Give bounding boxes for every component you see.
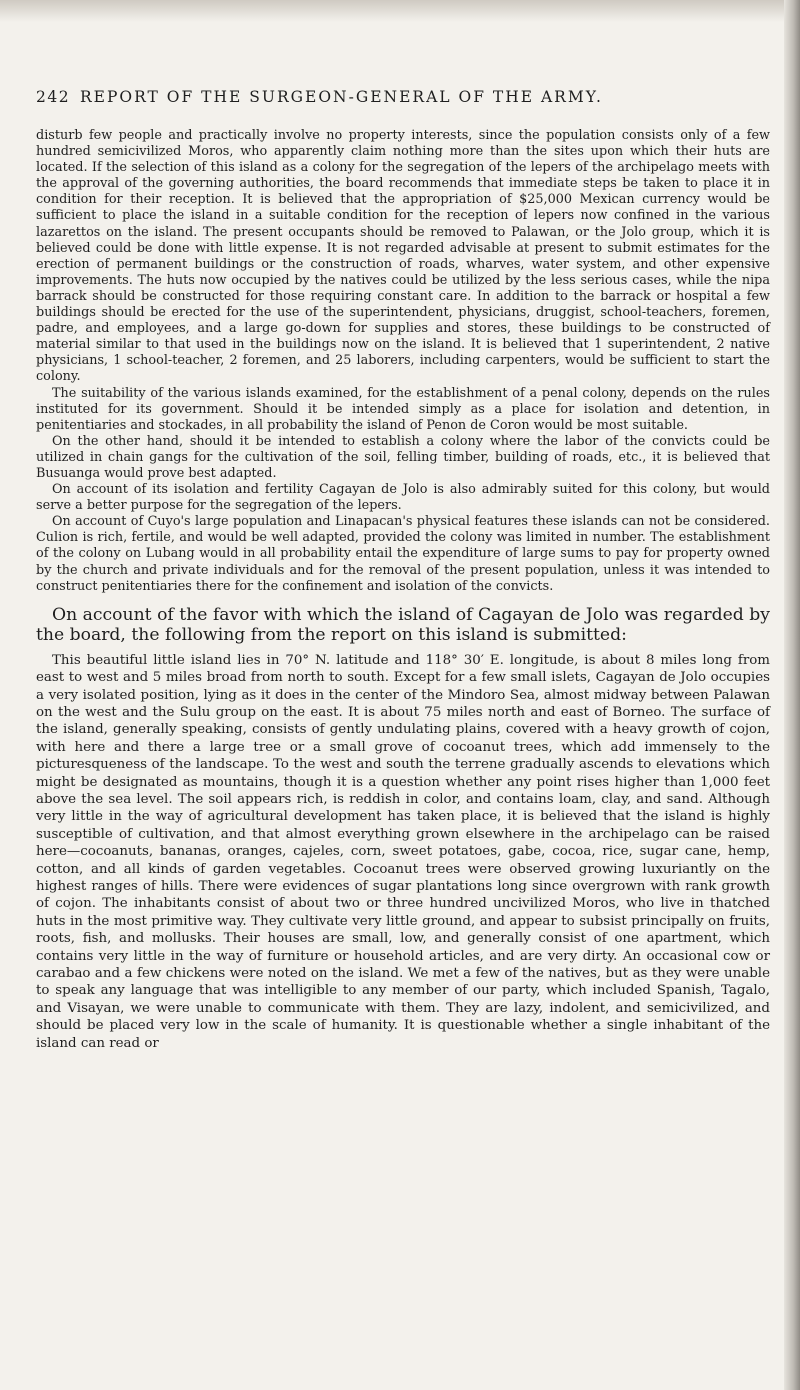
page-header [28, 88, 768, 112]
paragraph-other-islands: On account of Cuyo's large population and Linapacan's physical features these islands can not be considered. Culion is rich, fertile, and would be well adapted, provided the colony was limited in number. The establishment of the colony on Lubang would in all probability entail the expenditure of large sums to pay for property owned by the church and private individuals and for the removal of the present population, unless it was intended to construct penitentiaries there for the confinement and isolation of the convicts. [36, 514, 770, 594]
page-top-shadow [0, 0, 800, 22]
page-body [36, 128, 770, 1052]
running-title: REPORT OF THE SURGEON-GENERAL OF THE ARMY. [80, 88, 603, 106]
page-edge-shadow [784, 0, 800, 1390]
paragraph-island-report: This beautiful little island lies in 70° N. latitude and 118° 30′ E. longitude, is about 8 miles long from east to west and 5 miles broad from north to south. Except for a few small islets, Cagayan de Jolo occupies a very isolated position, lying as it does in the center of the Mindoro Sea, almost midway between Palawan on the west and the Sulu group on the east. It is about 75 miles north and east of Borneo. The surface of the island, generally speaking, consists of gently undulating plains, covered with a heavy growth of cojon, with here and there a large tree or a small grove of cocoanut trees, which add immensely to the picturesqueness of the landscape. To the west and south the terrene gradually ascends to elevations which might be designated as mountains, though it is a question whether any point rises higher than 1,000 feet above the sea level. The soil appears rich, is reddish in color, and contains loam, clay, and sand. Although very little in the way of agricultural development has taken place, it is believed that the island is highly susceptible of cultivation, and that almost everything grown elsewhere in the archipelago can be raised here—cocoanuts, bananas, oranges, cajeles, corn, sweet potatoes, gabe, cocoa, rice, sugar cane, hemp, cotton, and all kinds of garden vegetables. Cocoanut trees were observed growing luxuriantly on the highest ranges of hills. There were evidences of sugar plantations long since overgrown with rank growth of cojon. The inhabitants consist of about two or three hundred uncivilized Moros, who live in thatched huts in the most primitive way. They cultivate very little ground, and appear to subsist principally on fruits, roots, fish, and mollusks. Their houses are small, low, and generally consist of one apartment, which contains very little in the way of furniture or household articles, and are very dirty. An occasional cow or carabao and a few chickens were noted on the island. We met a few of the natives, but as they were unable to speak any language that was intelligible to any member of our party, which included Spanish, Tagalo, and Visayan, we were unable to communicate with them. They are lazy, indolent, and semicivilized, and should be placed very low in the scale of humanity. It is questionable whether a single inhabitant of the island can read or [36, 652, 770, 1051]
page-number: 242 [36, 88, 71, 106]
paragraph-busuanga: On the other hand, should it be intended to establish a colony where the labor of the convicts could be utilized in chain gangs for the cultivation of the soil, felling timber, building of roads, etc., it is believed that Busuanga would prove best adapted. [36, 433, 770, 481]
paragraph-leper-colony: disturb few people and practically involve no property interests, since the population consists only of a few hundred semicivilized Moros, who apparently claim nothing more than the sites upon which their huts are located. If the selection of this island as a colony for the segregation of the lepers of the archipelago meets with the approval of the governing authorities, the board recommends that immediate steps be taken to place it in condition for their reception. It is believed that the appropriation of $25,000 Mexican currency would be sufficient to place the island in a suitable condition for the reception of lepers now confined in the various lazarettos on the island. The present occupants should be removed to Palawan, or the Jolo group, which it is believed could be done with little expense. It is not regarded advisable at present to submit estimates for the erection of permanent buildings or the construction of roads, wharves, water system, and other expensive improvements. The huts now occupied by the natives could be utilized by the less serious cases, while the nipa barrack should be constructed for those requiring constant care. In addition to the barrack or hospital a few buildings should be erected for the use of the superintendent, physicians, druggist, school-teachers, foremen, padre, and employees, and a large go-down for supplies and stores, these buildings to be constructed of material similar to that used in the buildings now on the island. It is believed that 1 superintendent, 2 native physicians, 1 school-teacher, 2 foremen, and 25 laborers, including carpenters, would be sufficient to start the colony. [36, 128, 770, 385]
paragraph-cagayan: On account of its isolation and fertility Cagayan de Jolo is also admirably suited for this colony, but would serve a better purpose for the segregation of the lepers. [36, 482, 770, 514]
paragraph-penal-colony: The suitability of the various islands examined, for the establishment of a penal colony, depends on the rules instituted for its government. Should it be intended simply as a place for isolation and detention, in penitentiaries and stockades, in all probability the island of Penon de Coron would be most suitable. [36, 385, 770, 433]
paragraph-intro: On account of the favor with which the island of Cagayan de Jolo was regarded by the board, the following from the report on this island is submitted: [36, 604, 770, 646]
